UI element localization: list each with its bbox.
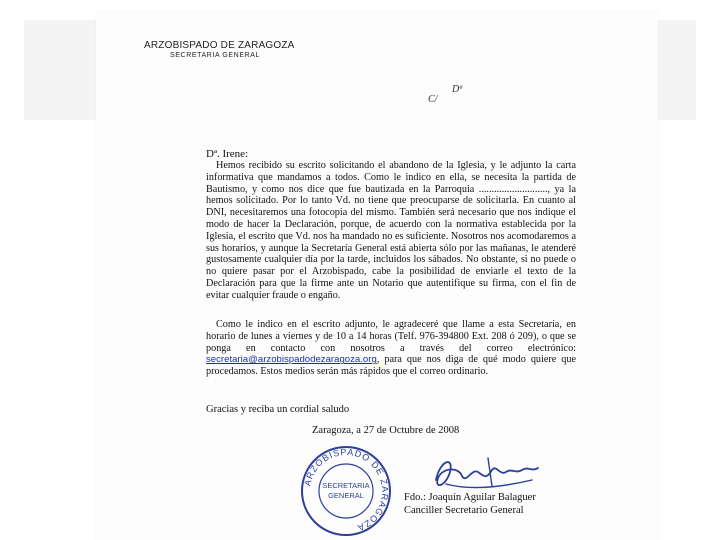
- body-paragraph-2: [206, 319, 576, 378]
- recipient-name: Dª: [452, 84, 462, 95]
- seal-inner-line-2: GENERAL: [328, 491, 364, 500]
- svg-text:ARZOBISPADO DE ZARAGOZA: [302, 447, 390, 533]
- paragraph-2-text: Como le indico en el escrito adjunto, le agradeceré que llame a esta Secretaría, en horario de lunes a viernes y de 10 a 14 horas (Telf. 976-394800 Ext. 208 ó 209), o que se ponga en contacto con nosotros a través del correo electrónico:: [206, 319, 576, 354]
- handwritten-signature: [428, 450, 544, 498]
- salutation: Dª. Irene:: [206, 148, 249, 160]
- date-line: Zaragoza, a 27 de Octubre de 2008: [312, 425, 460, 436]
- email-link[interactable]: secretaria@arzobispadodezaragoza.org: [206, 354, 377, 366]
- letterhead-dept: SECRETARIA GENERAL: [170, 52, 261, 59]
- official-seal-stamp: [300, 445, 392, 537]
- paragraph-2-text-end: , para que nos diga de qué modo quiere que procedamos. Estos medios serán más rápidos que el correo ordinario.: [206, 354, 576, 378]
- seal-outer-text: ARZOBISPADO DE ZARAGOZA: [302, 446, 391, 534]
- closing-line: Gracias y reciba un cordial saludo: [206, 404, 350, 415]
- recipient-address: C/: [428, 94, 438, 105]
- body-paragraph-1: Hemos recibido su escrito solicitando el abandono de la Iglesia, y le adjunto la carta informativa que mandamos a todos. Como le indico en ella, se necesita la partida de Bautismo, y como nos dice que fue bautizada en la Parroquia ..........................., ya la hemos solicitado. Por lo tanto Vd. no tiene que preocuparse de solicitarla. En cuanto al DNI, necesitaremos una fotocopia del mismo. También será necesario que nos indique el modo de hacer la Declaración, porque, de acuerdo con la normativa establecida por la Iglesia, el escrito que Vd. nos ha mandado no es suficiente. Nosotros nos acomodaremos a sus horarios, y aunque la Secretaría General está abierta sólo por las mañanas, le atenderé gustosamente cualquier día por la tarde, incluidos los sábados. No obstante, si no puede o no quiere pasar por el Arzobispado, cabe la posibilidad de enviarle el texto de la Declaración para que la firme ante un Notario que autentifique su firma, con el fin de evitar cualquier fraude o engaño.: [206, 160, 576, 301]
- signatory-name: Fdo.: Joaquín Aguilar Balaguer: [404, 492, 536, 503]
- signatory-title: Canciller Secretario General: [404, 505, 524, 516]
- letterhead-org: ARZOBISPADO DE ZARAGOZA: [144, 40, 295, 51]
- seal-inner-line-1: SECRETARIA: [322, 481, 370, 490]
